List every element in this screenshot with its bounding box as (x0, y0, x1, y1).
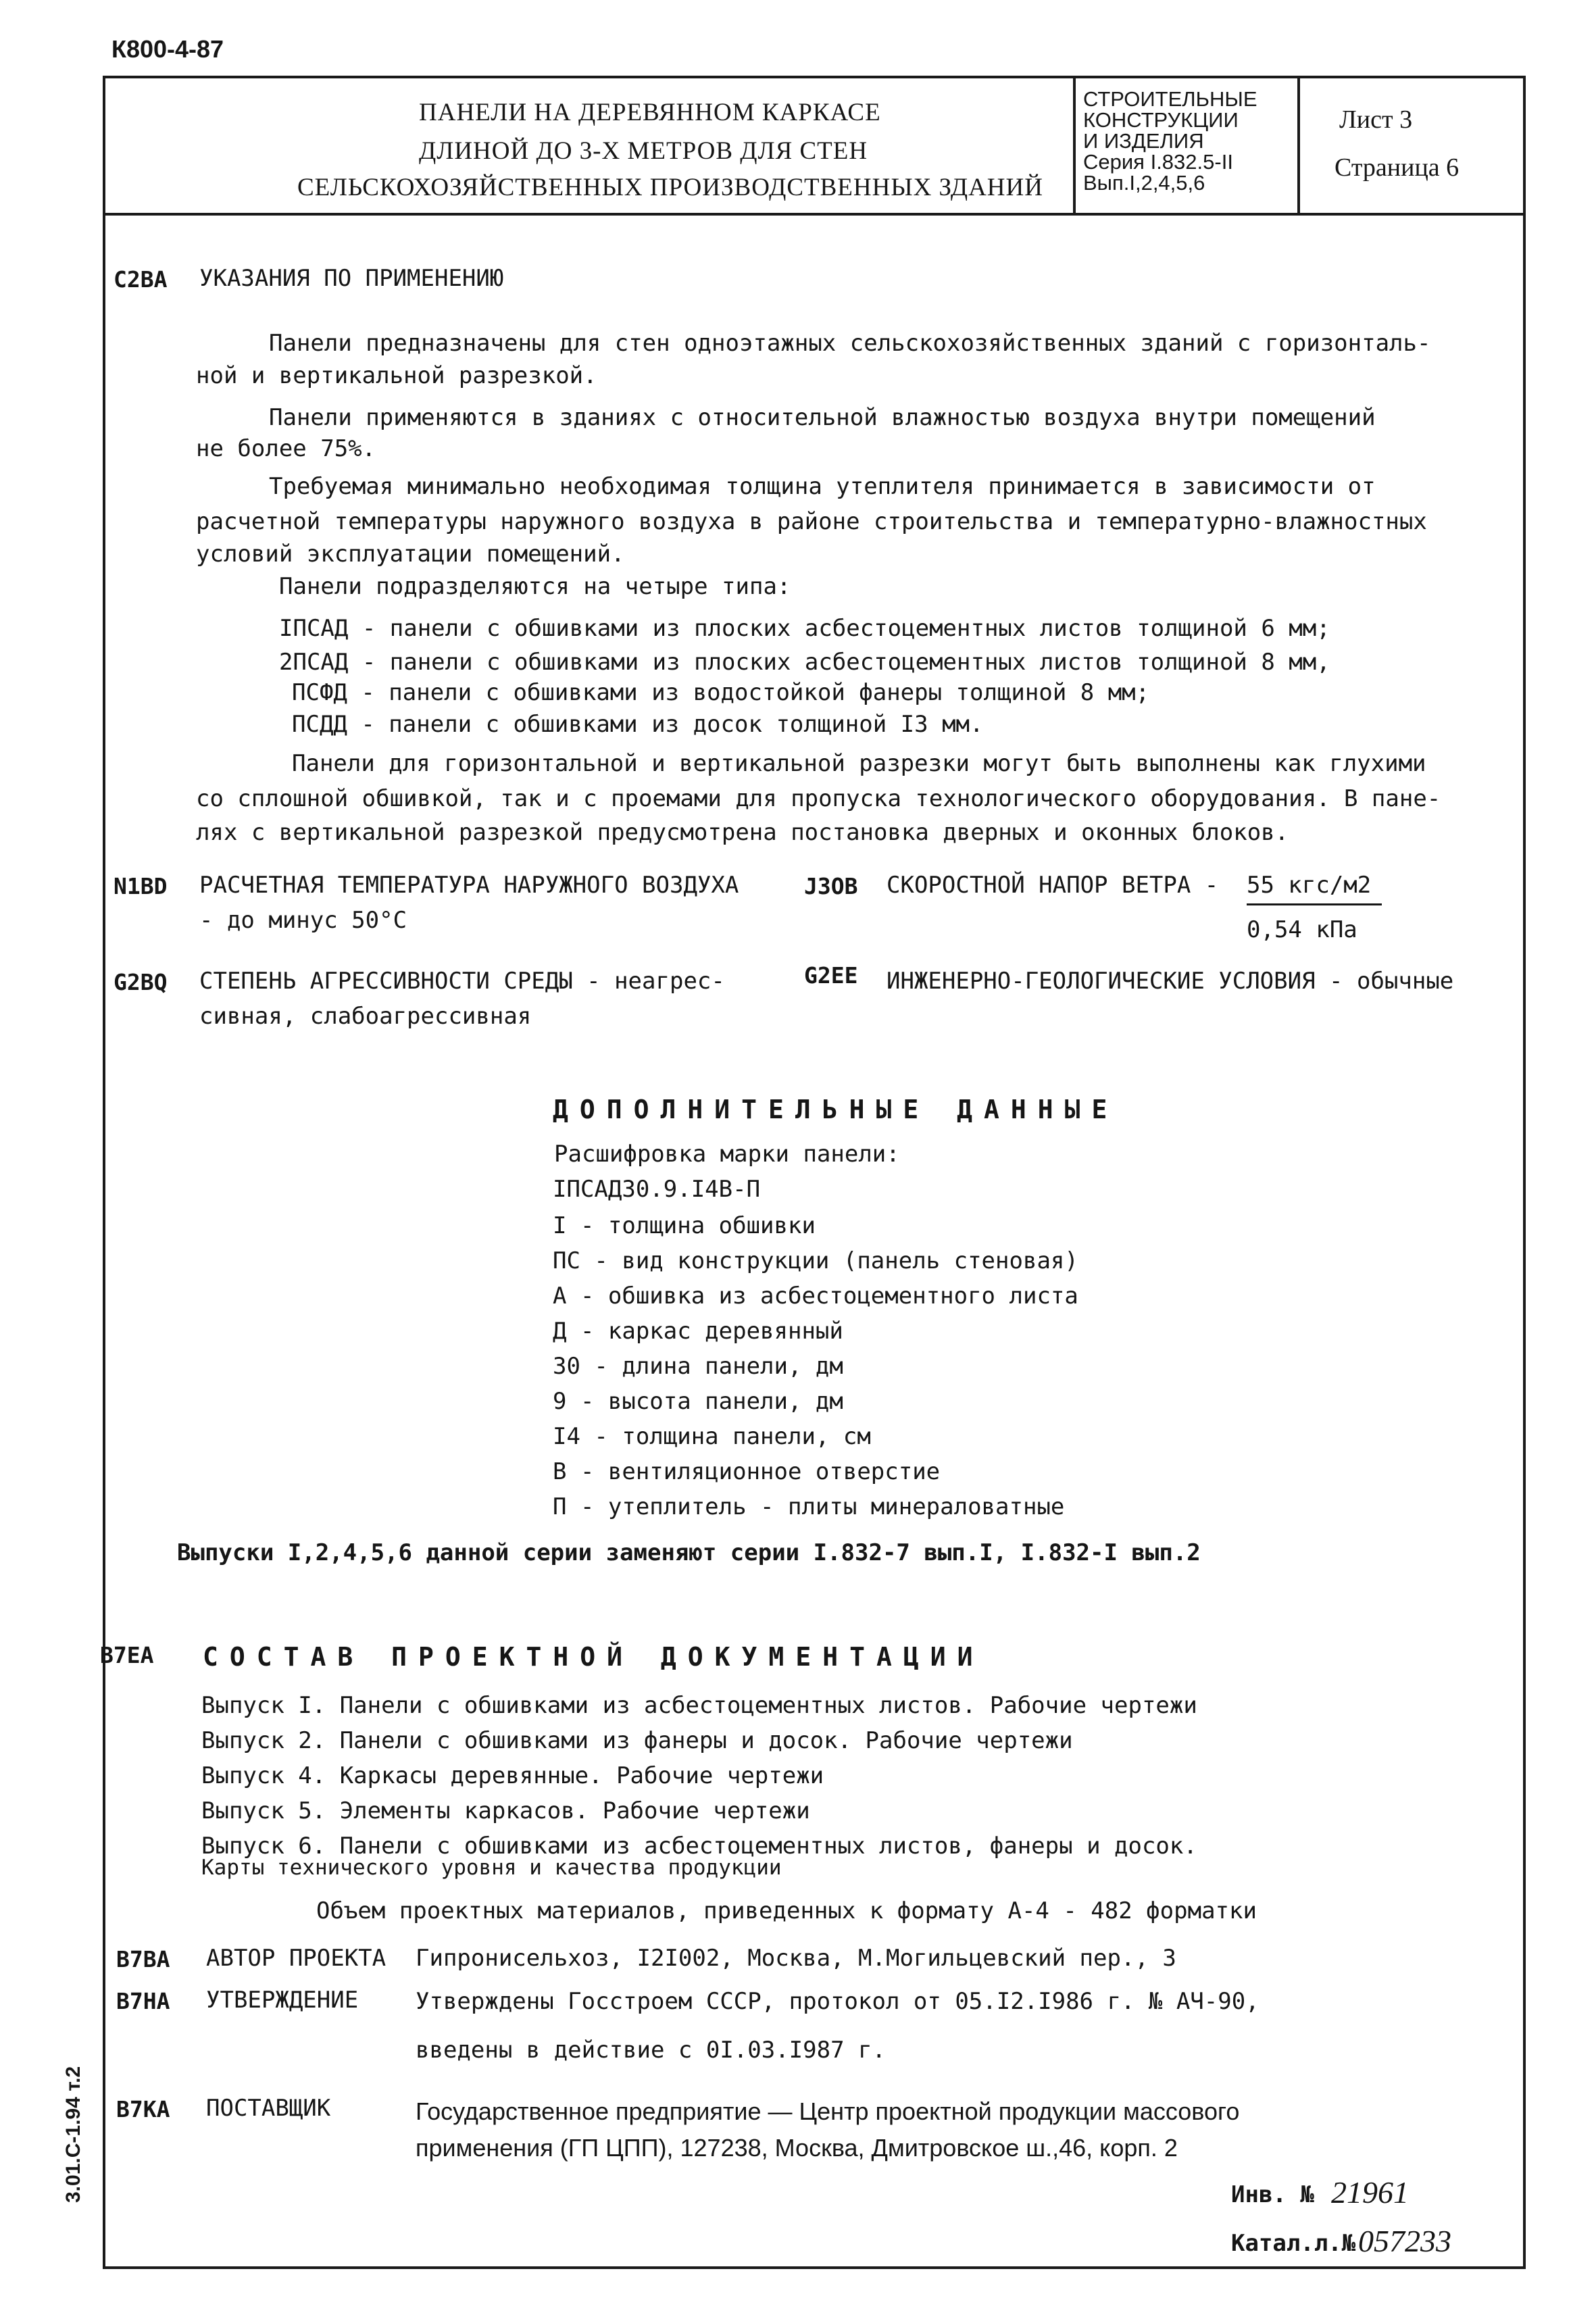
side-note: 3.01.С-1.94 т.2 (62, 2066, 84, 2203)
sheet-number: Лист 3 (1339, 105, 1413, 134)
composition-line: Выпуск I. Панели с обшивками из асбестоцементных листов. Рабочие чертежи (201, 1692, 1197, 1719)
aggressiveness-code: G2BQ (114, 969, 168, 995)
mark-item: А - обшивка из асбестоцементного листа (553, 1283, 1078, 1310)
wind-label: СКОРОСТНОЙ НАПОР ВЕТРА - (887, 872, 1219, 899)
supplier-code: В7КА (116, 2096, 170, 2122)
page-number: Страница 6 (1335, 153, 1460, 182)
wind-value-kgs: 55 кгс/м2 (1247, 872, 1372, 899)
author-code: В7ВА (116, 1946, 170, 1972)
composition-line: Выпуск 5. Элементы каркасов. Рабочие чертежи (201, 1797, 810, 1824)
catalog-label: Катал.л.№ (1231, 2230, 1356, 2257)
volume-note: Объем проектных материалов, приведенных к формату А-4 - 482 форматки (316, 1897, 1257, 1924)
title-block-divider-2 (1297, 76, 1300, 216)
panel-type-line: ПСДД - панели с обшивками из досок толщиной I3 мм. (292, 711, 984, 738)
mark-item: ПС - вид конструкции (панель стеновая) (553, 1247, 1078, 1274)
series-line-5: Вып.I,2,4,5,6 (1083, 171, 1205, 195)
aggressiveness-value: сивная, слабоагрессивная (199, 1003, 532, 1030)
mark-decoding-heading: Расшифровка марки панели: (554, 1141, 900, 1168)
document-code: К800-4-87 (111, 35, 224, 63)
mark-item: Д - каркас деревянный (553, 1318, 843, 1345)
supplier-line-2: применения (ГП ЦПП), 127238, Москва, Дмитровское ш.,46, корп. 2 (416, 2134, 1178, 2162)
wind-value-kpa: 0,54 кПа (1247, 916, 1357, 943)
composition-line: Карты технического уровня и качества продукции (201, 1856, 782, 1880)
inventory-label: Инв. № (1231, 2181, 1314, 2208)
wind-value-underline (1247, 903, 1382, 905)
geology-label: ИНЖЕНЕРНО-ГЕОЛОГИЧЕСКИЕ УСЛОВИЯ - обычные (887, 968, 1454, 995)
approval-label: УТВЕРЖДЕНИЕ (206, 1987, 359, 2014)
usage-line: Панели предназначены для стен одноэтажных сельскохозяйственных зданий с горизонталь- (269, 330, 1431, 357)
temperature-label: РАСЧЕТНАЯ ТЕМПЕРАТУРА НАРУЖНОГО ВОЗДУХА (199, 872, 739, 899)
composition-line: Выпуск 4. Каркасы деревянные. Рабочие чертежи (201, 1762, 824, 1789)
usage-line: со сплошной обшивкой, так и с проемами для пропуска технологического оборудования. В пане- (196, 785, 1441, 812)
mark-item: П - утеплитель - плиты минераловатные (553, 1493, 1065, 1520)
series-line-2: КОНСТРУКЦИИ (1083, 108, 1239, 132)
usage-line: Панели подразделяются на четыре типа: (279, 573, 791, 600)
composition-line: Выпуск 2. Панели с обшивками из фанеры и досок. Рабочие чертежи (201, 1727, 1073, 1754)
composition-line: Выпуск 6. Панели с обшивками из асбестоцементных листов, фанеры и досок. (201, 1833, 1197, 1860)
mark-item: 30 - длина панели, дм (553, 1353, 843, 1380)
composition-heading: СОСТАВ ПРОЕКТНОЙ ДОКУМЕНТАЦИИ (203, 1642, 984, 1672)
usage-code: С2ВА (114, 266, 168, 293)
title-line-3: СЕЛЬСКОХОЗЯЙСТВЕННЫХ ПРОИЗВОДСТВЕННЫХ ЗДАНИЙ (297, 174, 1043, 201)
additional-data-heading: ДОПОЛНИТЕЛЬНЫЕ ДАННЫЕ (553, 1095, 1119, 1124)
panel-type-line: ПСФД - панели с обшивками из водостойкой фанеры толщиной 8 мм; (292, 679, 1150, 706)
title-line-2: ДЛИНОЙ ДО 3-Х МЕТРОВ ДЛЯ СТЕН (419, 137, 868, 165)
usage-line: расчетной температуры наружного воздуха в районе строительства и температурно-влажностных (196, 508, 1427, 535)
usage-line: ной и вертикальной разрезкой. (196, 362, 597, 389)
usage-line: лях с вертикальной разрезкой предусмотрена постановка дверных и оконных блоков. (196, 819, 1289, 846)
author-value: Гипронисельхоз, I2I002, Москва, М.Могильцевский пер., 3 (416, 1945, 1176, 1972)
title-line-1: ПАНЕЛИ НА ДЕРЕВЯННОМ КАРКАСЕ (419, 99, 881, 126)
composition-code: В7ЕА (100, 1642, 154, 1668)
approval-code: В7НА (116, 1988, 170, 2014)
series-line-4: Серия I.832.5-II (1083, 150, 1233, 174)
mark-item: 9 - высота панели, дм (553, 1388, 843, 1415)
usage-line: Панели применяются в зданиях с относительной влажностью воздуха внутри помещений (269, 404, 1376, 431)
replacement-note: Выпуски I,2,4,5,6 данной серии заменяют серии I.832-7 вып.I, I.832-I вып.2 (177, 1539, 1201, 1566)
usage-heading: УКАЗАНИЯ ПО ПРИМЕНЕНИЮ (199, 265, 504, 292)
supplier-label: ПОСТАВЩИК (206, 2095, 331, 2122)
usage-line: не более 75%. (196, 435, 376, 462)
temperature-code: N1BD (114, 873, 168, 899)
mark-item: I4 - толщина панели, см (553, 1423, 871, 1450)
wind-code: J3OB (804, 873, 858, 899)
aggressiveness-label: СТЕПЕНЬ АГРЕССИВНОСТИ СРЕДЫ - неагрес- (199, 968, 725, 995)
supplier-line-1: Государственное предприятие — Центр проектной продукции массового (416, 2097, 1240, 2125)
series-line-3: И ИЗДЕЛИЯ (1083, 129, 1204, 153)
author-label: АВТОР ПРОЕКТА (206, 1945, 386, 1972)
geology-code: G2EE (804, 962, 858, 989)
series-line-1: СТРОИТЕЛЬНЫЕ (1083, 87, 1257, 111)
approval-line-1: Утверждены Госстроем СССР, протокол от 05.I2.I986 г. № АЧ-90, (416, 1988, 1260, 2015)
title-block-divider-1 (1073, 76, 1076, 216)
approval-line-2: введены в действие с 0I.03.I987 г. (416, 2037, 886, 2064)
usage-line: Требуемая минимально необходимая толщина утеплителя принимается в зависимости от (269, 473, 1376, 500)
panel-type-line: IПСАД - панели с обшивками из плоских асбестоцементных листов толщиной 6 мм; (279, 615, 1330, 642)
usage-line: условий эксплуатации помещений. (196, 541, 625, 568)
temperature-value: - до минус 50°С (199, 907, 407, 934)
mark-item: I - толщина обшивки (553, 1212, 816, 1239)
panel-type-line: 2ПСАД - панели с обшивками из плоских асбестоцементных листов толщиной 8 мм, (279, 649, 1330, 676)
usage-line: Панели для горизонтальной и вертикальной разрезки могут быть выполнены как глухими (292, 750, 1426, 777)
mark-item: В - вентиляционное отверстие (553, 1458, 941, 1485)
catalog-number: 057233 (1358, 2224, 1451, 2258)
inventory-number: 21961 (1331, 2175, 1409, 2210)
panel-mark: IПСАД30.9.I4В-П (553, 1176, 761, 1203)
